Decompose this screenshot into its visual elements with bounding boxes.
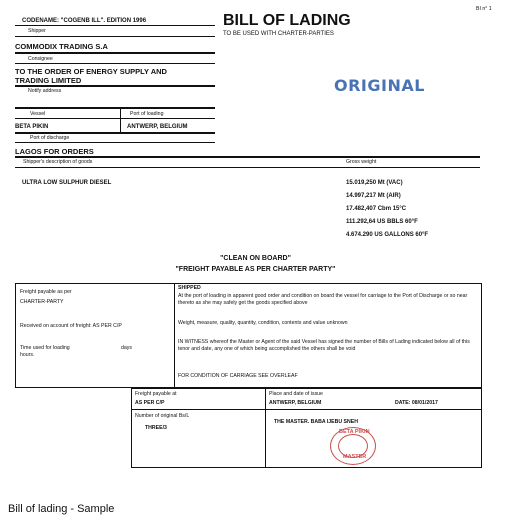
consignee-label: Consignee bbox=[28, 56, 53, 62]
gross-weight-label: Gross weight bbox=[346, 159, 377, 165]
rule bbox=[15, 52, 215, 54]
quantity-line: 15.019,250 Mt (VAC) bbox=[346, 180, 403, 186]
place-date-label: Place and date of issue bbox=[269, 391, 323, 397]
freight-at-label: Freight payable at bbox=[135, 391, 177, 397]
goods-description: ULTRA LOW SULPHUR DIESEL bbox=[22, 180, 112, 186]
page-number: BI n° 1 bbox=[476, 6, 492, 12]
rule bbox=[15, 63, 215, 64]
divider bbox=[120, 108, 121, 132]
consignee-value: TO THE ORDER OF ENERGY SUPPLY AND TRADING LIMITED bbox=[15, 67, 167, 85]
loading-label: Port of loading bbox=[130, 111, 164, 117]
place-value: ANTWERP, BELGIUM bbox=[269, 400, 322, 406]
discharge-label: Port of discharge bbox=[30, 135, 70, 141]
freight-at-value: AS PER C/P bbox=[135, 400, 165, 406]
notify-label: Notify address bbox=[28, 88, 62, 94]
document-subtitle: TO BE USED WITH CHARTER-PARTIES bbox=[223, 31, 334, 37]
quantity-line: 111.292,64 US BBLS 60°F bbox=[346, 219, 418, 225]
shipped-paragraph: At the port of loading in apparent good order and condition on board the vessel for carriage to the Port of Discharge or so near thereto as she may safely get the goods specified above bbox=[178, 293, 468, 306]
master-signature: THE MASTER. BABA IJEBU SNEH bbox=[274, 419, 358, 425]
issue-date: DATE: 08/01/2017 bbox=[395, 400, 438, 406]
quantity-line: 14.997,217 Mt (AIR) bbox=[346, 193, 401, 199]
loading-value: ANTWERP, BELGIUM bbox=[127, 124, 188, 130]
discharge-value: LAGOS FOR ORDERS bbox=[15, 147, 94, 156]
freight-payable-label: Freight payable as per bbox=[20, 289, 72, 295]
rule bbox=[15, 36, 215, 37]
shipped-heading: SHIPPED bbox=[178, 285, 201, 291]
originals-label: Number of original Bs/L bbox=[135, 413, 190, 419]
received-on-account: Received on account of freight: AS PER C/P bbox=[20, 323, 122, 329]
divider bbox=[265, 388, 266, 468]
rule bbox=[15, 156, 480, 158]
vessel-label: Vessel bbox=[30, 111, 46, 117]
caption: Bill of lading - Sample bbox=[8, 503, 115, 515]
rule bbox=[15, 85, 215, 87]
rule bbox=[131, 409, 265, 410]
originals-value: THREE/3 bbox=[145, 425, 167, 431]
conditions-note: FOR CONDITION OF CARRIAGE SEE OVERLEAF bbox=[178, 373, 298, 379]
witness-paragraph: IN WITNESS whereof the Master or Agent of the said Vessel has signed the number of Bills of Lading indicated below all of this tenor and date, any one of which being accomplished the others shall be void bbox=[178, 339, 470, 352]
quantity-line: 4.674.290 US GALLONS 60°F bbox=[346, 232, 429, 238]
shipped-paragraph: Weight, measure, quality, quantity, condition, contents and value unknown bbox=[178, 320, 348, 326]
rule bbox=[15, 107, 215, 109]
vessel-value: BETA PIKIN bbox=[15, 124, 49, 130]
original-stamp: ORIGINAL bbox=[334, 76, 425, 95]
rule bbox=[265, 409, 482, 410]
seal-top-text: BETA PIKIN bbox=[339, 429, 370, 435]
document-title: BILL OF LADING bbox=[223, 12, 351, 29]
time-used-label: Time used for loading bbox=[20, 345, 70, 351]
shipper-value: COMMODIX TRADING S.A bbox=[15, 42, 108, 51]
days-label: days bbox=[121, 345, 132, 351]
codename: CODENAME: "COGENB ILL". EDITION 1996 bbox=[22, 18, 147, 24]
hours-label: hours. bbox=[20, 352, 35, 358]
freight-payable-clause: "FREIGHT PAYABLE AS PER CHARTER PARTY" bbox=[175, 266, 336, 273]
rule bbox=[15, 167, 480, 168]
divider bbox=[174, 283, 175, 388]
quantity-line: 17.482,407 Cbm 15°C bbox=[346, 206, 407, 212]
shipper-label: Shipper bbox=[28, 28, 46, 34]
rule bbox=[15, 25, 215, 26]
rule bbox=[15, 118, 215, 119]
rule bbox=[15, 132, 215, 134]
seal-bottom-text: MASTER bbox=[343, 454, 367, 460]
charter-party-label: CHARTER-PARTY bbox=[20, 299, 64, 305]
clean-on-board-clause: "CLEAN ON BOARD" bbox=[220, 255, 291, 262]
rule bbox=[15, 142, 215, 143]
goods-description-label: Shipper's description of goods bbox=[23, 159, 93, 165]
